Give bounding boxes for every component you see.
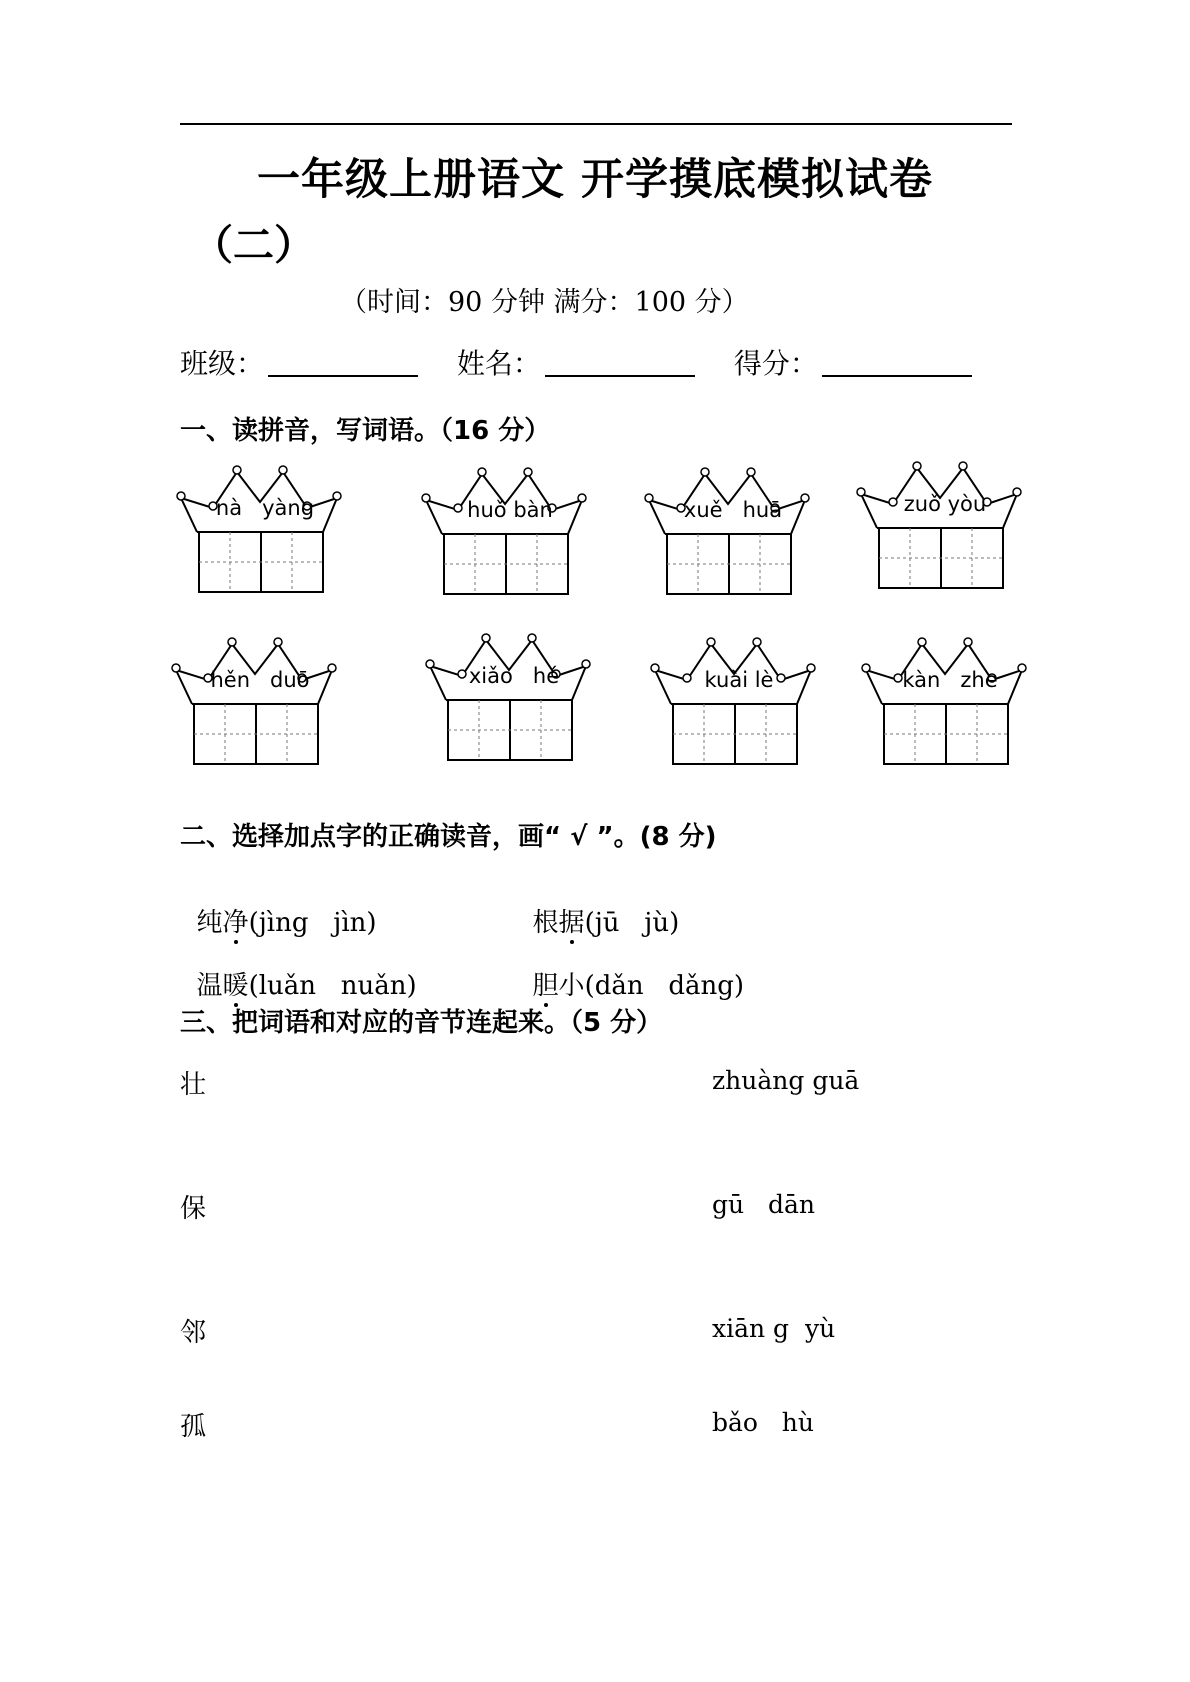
crown-icon — [643, 462, 823, 612]
crown-writing-box[interactable] — [170, 632, 350, 782]
crown-pinyin: hěn duō — [210, 668, 310, 692]
match-pinyin[interactable]: xiān g yù — [712, 1314, 836, 1343]
crown-icon — [860, 632, 1040, 782]
tone-item — [180, 872, 377, 939]
crown-icon — [649, 632, 829, 782]
page-title: 一年级上册语文 开学摸底模拟试卷 — [257, 155, 933, 205]
name-blank[interactable] — [545, 349, 695, 377]
crown-writing-box[interactable] — [175, 460, 355, 610]
crown-writing-box[interactable] — [424, 628, 604, 778]
dotted-char: 据 — [558, 908, 585, 938]
class-blank[interactable] — [268, 349, 418, 377]
crown-pinyin: huǒ bàn — [467, 498, 553, 522]
tone-item — [180, 935, 417, 1002]
tone-options[interactable]: (jū jù) — [584, 908, 680, 938]
dotted-char: 暖 — [222, 971, 249, 1001]
class-field[interactable] — [180, 342, 418, 382]
match-char[interactable]: 孤 — [180, 1412, 207, 1442]
crown-writing-box[interactable] — [855, 456, 1035, 606]
crown-icon — [170, 632, 350, 782]
section1-heading: 一、读拼音，写词语。（16 分） — [180, 416, 551, 446]
class-label: 班级： — [180, 347, 265, 380]
crown-pinyin: xuě huā — [683, 498, 783, 522]
crown-icon — [424, 628, 604, 778]
score-field[interactable] — [734, 342, 972, 382]
tone-item — [516, 935, 744, 1002]
section3-heading: 三、把词语和对应的音节连起来。（5 分） — [180, 1008, 663, 1038]
word-char: 纯 — [196, 908, 223, 938]
top-rule — [180, 123, 1012, 125]
exam-meta: （时间：90 分钟 满分：100 分） — [340, 287, 749, 318]
tone-options[interactable]: (dǎn dǎng) — [584, 971, 745, 1001]
crown-pinyin: nà yàng — [215, 496, 315, 520]
name-label: 姓名： — [456, 347, 541, 380]
crown-pinyin: xiǎo hé — [468, 664, 560, 688]
score-blank[interactable] — [822, 349, 972, 377]
tone-item — [516, 872, 679, 939]
crown-writing-box[interactable] — [420, 462, 600, 612]
word-char: 小 — [558, 971, 585, 1001]
dotted-char: 胆 — [532, 971, 559, 1001]
match-pinyin[interactable]: gū dān — [712, 1190, 815, 1219]
name-field[interactable] — [457, 342, 695, 382]
match-char[interactable]: 壮 — [180, 1070, 207, 1100]
crown-writing-box[interactable] — [649, 632, 829, 782]
tone-options[interactable]: (jìng jìn) — [248, 908, 377, 938]
crown-pinyin: kuài lè — [704, 668, 774, 692]
crown-writing-box[interactable] — [860, 632, 1040, 782]
match-char[interactable]: 保 — [180, 1194, 207, 1224]
match-char[interactable]: 邻 — [180, 1318, 207, 1348]
crown-pinyin: zuǒ yòu — [903, 492, 987, 516]
crown-icon — [175, 460, 355, 610]
crown-writing-box[interactable] — [643, 462, 823, 612]
page-title-suffix: （二） — [192, 221, 315, 269]
tone-options[interactable]: (luǎn nuǎn) — [248, 971, 417, 1001]
section2-heading: 二、选择加点字的正确读音，画“ √ ”。(8 分) — [180, 822, 717, 852]
word-char: 根 — [532, 908, 559, 938]
student-info-row — [180, 342, 1002, 382]
score-label: 得分： — [733, 347, 818, 380]
word-char: 温 — [196, 971, 223, 1001]
dotted-char: 净 — [222, 908, 249, 938]
crown-icon — [855, 456, 1035, 606]
match-pinyin[interactable]: bǎo hù — [712, 1408, 815, 1437]
crown-icon — [420, 462, 600, 612]
match-pinyin[interactable]: zhuàng guā — [712, 1066, 860, 1095]
crown-pinyin: kàn zhe — [902, 668, 998, 692]
